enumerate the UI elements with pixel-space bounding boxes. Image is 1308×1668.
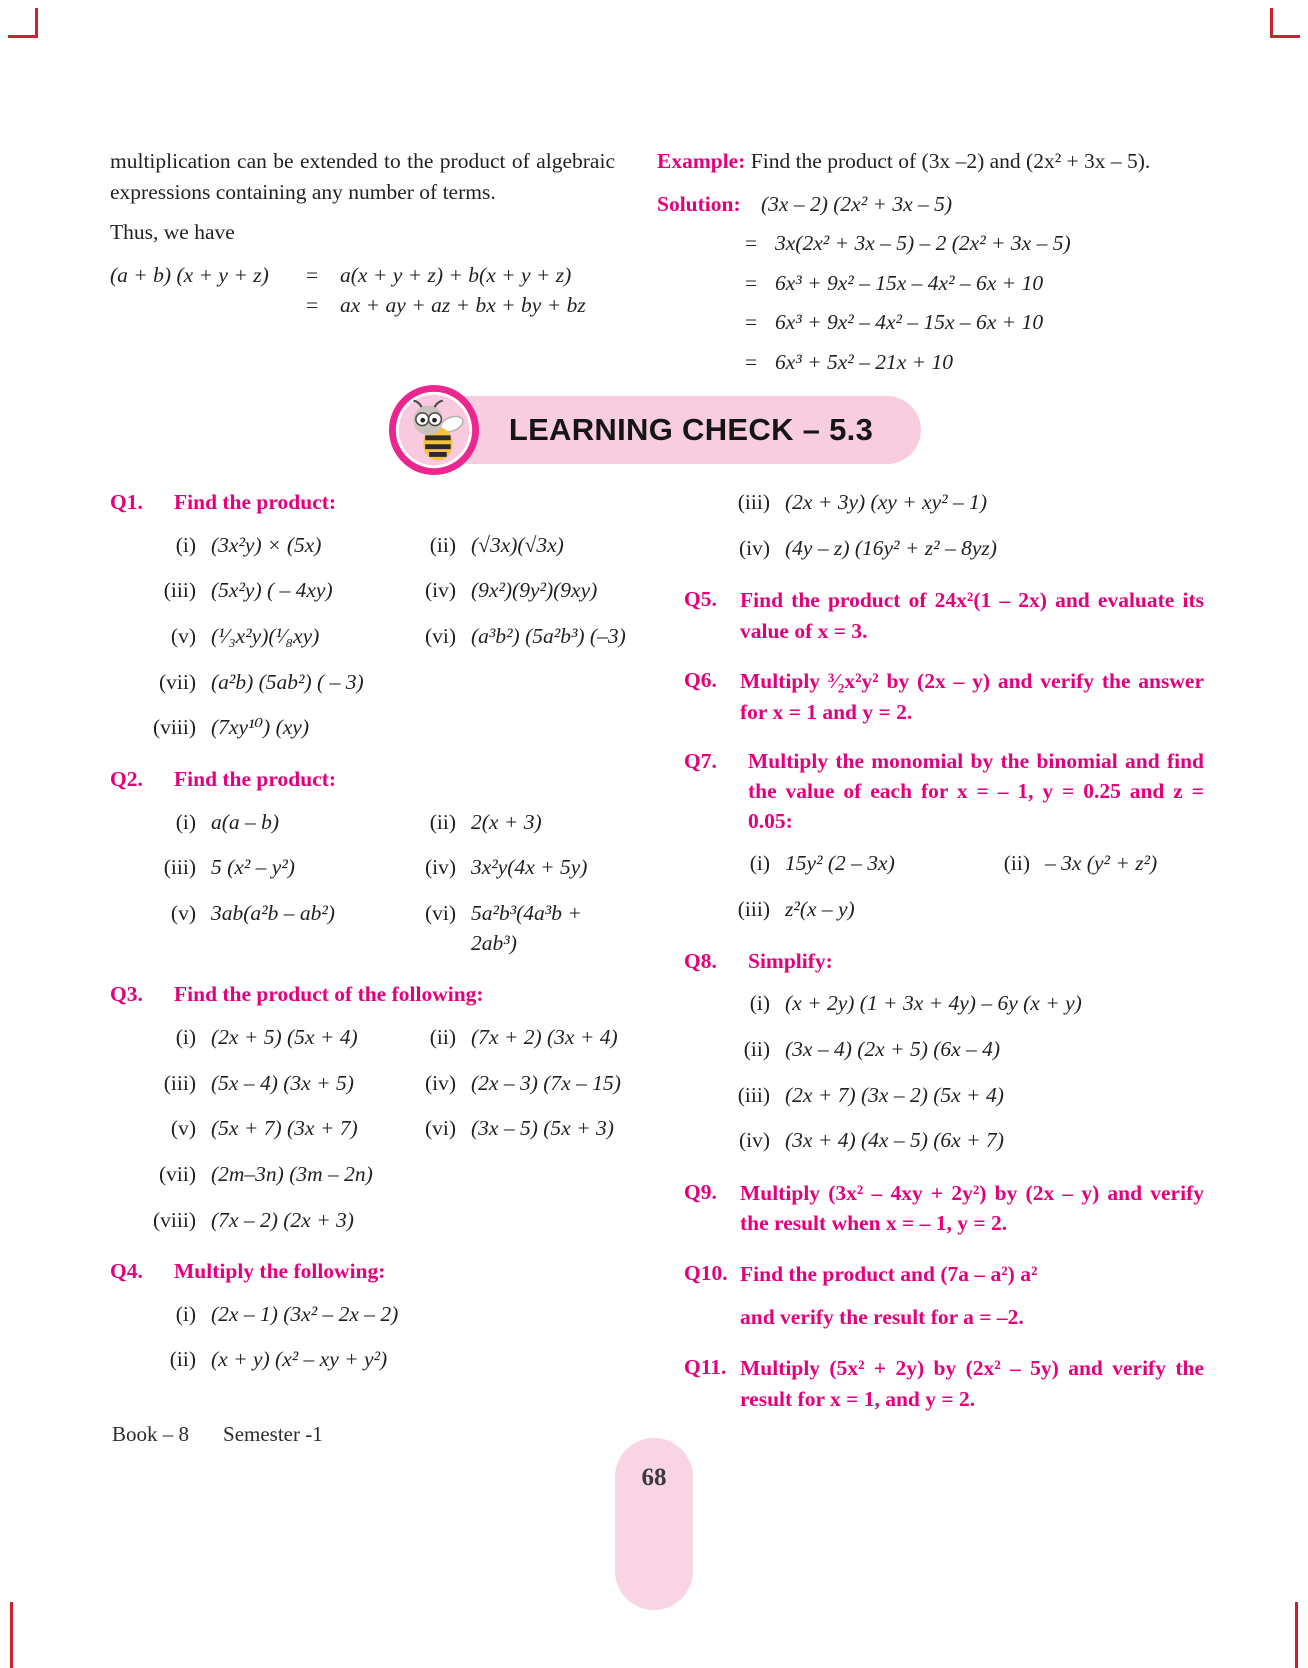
item-label: (iii)	[163, 1070, 196, 1095]
question-item	[110, 1160, 630, 1190]
question-item	[370, 899, 630, 958]
question-number: Q5.	[684, 587, 717, 612]
question-q6	[684, 666, 1204, 727]
question-items	[110, 1300, 630, 1375]
question-header	[110, 980, 630, 1010]
question-item	[370, 622, 630, 652]
item-label: (iii)	[737, 1082, 770, 1107]
identity-rhs-2: ax + ay + az + bx + by + bz	[340, 293, 586, 318]
item-label: (ii)	[429, 1024, 456, 1049]
solution-step-text: 6x³ + 9x² – 15x – 4x² – 6x + 10	[775, 270, 1044, 295]
solution-step-text: 3x(2x² + 3x – 5) – 2 (2x² + 3x – 5)	[775, 231, 1071, 256]
solution-step-text: 6x³ + 9x² – 4x² – 15x – 6x + 10	[775, 310, 1044, 335]
example-statement	[657, 146, 1202, 177]
item-text: (2x + 5) (5x + 4)	[211, 1024, 358, 1049]
question-title: Multiply the monomial by the binomial and find the value of each for x = – 1, y = 0.25 and z = 0.05:	[748, 749, 1204, 833]
item-text: (9x²)(9y²)(9xy)	[471, 578, 598, 603]
question-header	[110, 765, 630, 795]
question-item	[110, 1023, 370, 1053]
question-item	[684, 989, 1204, 1019]
question-items	[684, 488, 1204, 563]
question-q10	[684, 1259, 1204, 1333]
equals-sign: =	[306, 293, 319, 318]
item-label: (ii)	[743, 1036, 770, 1061]
question-q4-continued	[684, 488, 1204, 563]
identity-row-2	[110, 290, 615, 321]
item-text: (5x + 7) (3x + 7)	[211, 1116, 358, 1141]
question-q4	[110, 1257, 630, 1375]
question-number: Q7.	[684, 749, 717, 774]
item-text: 2(x + 3)	[471, 809, 542, 834]
page-number: 68	[641, 1464, 667, 1491]
item-text: (4y – z) (16y² + z² – 8yz)	[785, 535, 997, 560]
bee-mascot-icon	[387, 383, 481, 477]
item-text: (x + 2y) (1 + 3x + 4y) – 6y (x + y)	[785, 991, 1082, 1016]
question-number: Q1.	[110, 490, 143, 514]
questions-right-column	[684, 488, 1204, 1434]
equals-sign: =	[745, 270, 758, 295]
question-text-line-2: and verify the result for a = –2.	[740, 1305, 1024, 1330]
item-label: (viii)	[153, 715, 196, 740]
item-text: (a²b) (5ab²) ( – 3)	[211, 669, 364, 694]
identity-lhs: (a + b) (x + y + z)	[110, 262, 269, 287]
question-number: Q3.	[110, 982, 143, 1007]
question-header	[110, 488, 630, 518]
question-item	[370, 576, 630, 606]
item-text: 3ab(a²b – ab²)	[211, 900, 335, 925]
learning-check-banner	[435, 396, 921, 464]
question-item	[370, 531, 630, 561]
question-items	[110, 531, 630, 743]
item-text: 5 (x² – y²)	[211, 855, 295, 880]
example-text: Find the product of (3x –2) and (2x² + 3x – 5).	[750, 149, 1151, 173]
question-title: Simplify:	[748, 948, 833, 973]
item-label: (iv)	[424, 578, 456, 603]
question-item	[110, 668, 630, 698]
item-label: (iii)	[737, 897, 770, 921]
intro-paragraph: multiplication can be extended to the product of algebraic expressions containing any number of terms.	[110, 149, 615, 204]
item-text: – 3x (y² + z²)	[1045, 851, 1158, 876]
item-text: (2m–3n) (3m – 2n)	[211, 1161, 373, 1186]
identity-lhs-spacer	[110, 290, 306, 321]
question-item	[110, 622, 370, 652]
crop-mark-bottom-left	[10, 1602, 13, 1668]
question-header	[684, 947, 1204, 977]
question-header	[684, 747, 1204, 836]
questions-section	[110, 488, 1204, 1434]
item-text: 15y² (2 – 3x)	[785, 851, 895, 876]
question-item	[684, 849, 944, 879]
question-item	[370, 808, 630, 838]
item-label: (iii)	[163, 855, 196, 880]
question-item	[110, 1069, 370, 1099]
question-item	[684, 895, 1204, 925]
question-item	[110, 1114, 370, 1144]
footer-book-label: Book – 8	[112, 1422, 190, 1446]
crop-mark-bottom-right	[1295, 1602, 1298, 1668]
question-item	[370, 1069, 630, 1099]
question-q5	[684, 585, 1204, 646]
item-label: (vi)	[424, 1116, 456, 1141]
question-item	[684, 488, 1204, 518]
question-text: Multiply (5x² + 2y) by (2x² – 5y) and verify the result for x = 1, and y = 2.	[740, 1356, 1204, 1411]
equals-sign: =	[745, 310, 758, 335]
item-label: (i)	[175, 1301, 196, 1326]
item-text: (5x – 4) (3x + 5)	[211, 1070, 354, 1095]
item-label: (iv)	[738, 1128, 770, 1153]
item-label: (i)	[749, 991, 770, 1016]
question-item	[110, 1206, 630, 1236]
intro-column	[110, 146, 615, 377]
question-title: Find the product:	[174, 490, 337, 514]
equals-sign: =	[306, 262, 319, 287]
question-item	[684, 1126, 1204, 1156]
question-item	[684, 1081, 1204, 1111]
item-text: (3x²y) × (5x)	[211, 532, 322, 557]
item-text: (a³b²) (5a²b³) (–3)	[471, 623, 626, 648]
question-item	[110, 713, 630, 743]
crop-mark-top-right	[1270, 8, 1300, 38]
item-text: (2x – 3) (7x – 15)	[471, 1070, 621, 1095]
item-label: (iv)	[424, 1070, 456, 1095]
question-number: Q10.	[684, 1260, 728, 1285]
question-item	[110, 531, 370, 561]
question-item	[684, 1035, 1204, 1065]
item-label: (ii)	[429, 532, 456, 557]
item-label: (vi)	[424, 900, 456, 925]
item-label: (iv)	[424, 855, 456, 880]
example-column	[657, 146, 1202, 377]
question-item	[110, 576, 370, 606]
item-label: (i)	[175, 532, 196, 557]
item-label: (ii)	[169, 1347, 196, 1372]
item-label: (v)	[170, 623, 196, 648]
question-q9	[684, 1178, 1204, 1239]
question-q8	[684, 947, 1204, 1156]
item-text: (7x + 2) (3x + 4)	[471, 1024, 618, 1049]
solution-step	[657, 268, 1202, 299]
item-text: (5x²y) ( – 4xy)	[211, 578, 333, 603]
questions-left-column	[110, 488, 630, 1434]
question-item	[110, 808, 370, 838]
question-number: Q8.	[684, 948, 717, 973]
question-item	[370, 853, 630, 883]
question-q3	[110, 980, 630, 1235]
item-label: (iv)	[738, 535, 770, 560]
question-item	[370, 1023, 630, 1053]
item-text: (7x – 2) (2x + 3)	[211, 1207, 354, 1232]
item-text: (3x – 4) (2x + 5) (6x – 4)	[785, 1036, 1001, 1061]
question-items	[110, 808, 630, 959]
top-section	[110, 146, 1202, 377]
item-label: (i)	[749, 851, 770, 876]
question-number: Q6.	[684, 668, 717, 693]
question-title: Multiply the following:	[174, 1259, 386, 1284]
question-q2	[110, 765, 630, 958]
question-item	[110, 899, 370, 958]
item-text: (2x – 1) (3x² – 2x – 2)	[211, 1301, 399, 1326]
question-text	[740, 1259, 1204, 1333]
item-label: (v)	[170, 1116, 196, 1141]
item-label: (iii)	[163, 578, 196, 603]
item-label: (vii)	[158, 669, 196, 694]
question-item	[944, 849, 1204, 879]
item-text: a(a – b)	[211, 809, 280, 834]
question-text: Multiply ³⁄₂x²y² by (2x – y) and verify the answer for x = 1 and y = 2.	[740, 669, 1204, 724]
question-item	[110, 1300, 630, 1330]
item-text: (x + y) (x² – xy + y²)	[211, 1347, 388, 1372]
item-text: 3x²y(4x + 5y)	[471, 855, 588, 880]
solution-step	[657, 307, 1202, 338]
question-number: Q9.	[684, 1179, 717, 1204]
question-items	[684, 989, 1204, 1156]
banner-title: LEARNING CHECK – 5.3	[508, 412, 874, 447]
item-text: (√3x)(√3x)	[471, 532, 564, 557]
item-label: (ii)	[1003, 851, 1030, 876]
footer	[112, 1422, 323, 1447]
item-label: (vi)	[424, 623, 456, 648]
item-text: (7xy¹⁰) (xy)	[211, 715, 309, 740]
intro-thus: Thus, we have	[110, 220, 235, 245]
question-item	[684, 534, 1204, 564]
question-q7	[684, 747, 1204, 924]
item-text: (3x – 5) (5x + 3)	[471, 1116, 614, 1141]
question-item	[110, 1345, 630, 1375]
question-header	[110, 1257, 630, 1287]
banner-row	[0, 396, 1308, 464]
item-text: (2x + 7) (3x – 2) (5x + 4)	[785, 1082, 1004, 1107]
identity-rhs-1: a(x + y + z) + b(x + y + z)	[340, 262, 572, 287]
question-items	[110, 1023, 630, 1235]
question-title: Find the product:	[174, 766, 337, 791]
item-label: (vii)	[158, 1161, 196, 1186]
equals-sign: =	[745, 349, 758, 374]
page-number-pill	[615, 1438, 693, 1610]
question-text: Find the product of 24x²(1 – 2x) and evaluate its value of x = 3.	[740, 588, 1204, 643]
question-number: Q2.	[110, 766, 143, 791]
item-label: (ii)	[429, 809, 456, 834]
item-label: (v)	[170, 900, 196, 925]
question-number: Q4.	[110, 1259, 143, 1284]
question-number: Q11.	[684, 1355, 727, 1379]
question-q11	[684, 1353, 1204, 1414]
solution-step-text: 6x³ + 5x² – 21x + 10	[775, 349, 954, 374]
item-label: (iii)	[737, 490, 770, 514]
solution-step	[657, 228, 1202, 259]
equals-sign: =	[745, 231, 758, 256]
solution-given: (3x – 2) (2x² + 3x – 5)	[761, 191, 953, 216]
question-item	[110, 853, 370, 883]
footer-semester-label: Semester -1	[223, 1422, 323, 1446]
item-text: (2x + 3y) (xy + xy² – 1)	[785, 490, 987, 514]
solution-step	[657, 347, 1202, 378]
item-text: 5a²b³(4a³b + 2ab³)	[471, 900, 582, 955]
item-text: z²(x – y)	[785, 897, 855, 921]
crop-mark-top-left	[8, 8, 38, 38]
item-text: (3x + 4) (4x – 5) (6x + 7)	[785, 1128, 1004, 1153]
item-label: (i)	[175, 809, 196, 834]
question-text-line-1: Find the product and (7a – a²) a²	[740, 1261, 1038, 1286]
solution-label: Solution:	[657, 191, 741, 216]
identity-row-1	[110, 260, 615, 291]
item-label: (viii)	[153, 1207, 196, 1232]
example-label: Example:	[657, 149, 746, 173]
solution-line	[657, 189, 1202, 220]
item-label: (i)	[175, 1024, 196, 1049]
question-text: Multiply (3x² – 4xy + 2y²) by (2x – y) and verify the result when x = – 1, y = 2.	[740, 1180, 1204, 1236]
question-items	[684, 849, 1204, 924]
question-q1	[110, 488, 630, 743]
question-title: Find the product of the following:	[174, 982, 484, 1007]
question-item	[370, 1114, 630, 1144]
identity-block	[110, 260, 615, 321]
item-text: (¹⁄₃x²y)(¹⁄₈xy)	[211, 623, 320, 648]
